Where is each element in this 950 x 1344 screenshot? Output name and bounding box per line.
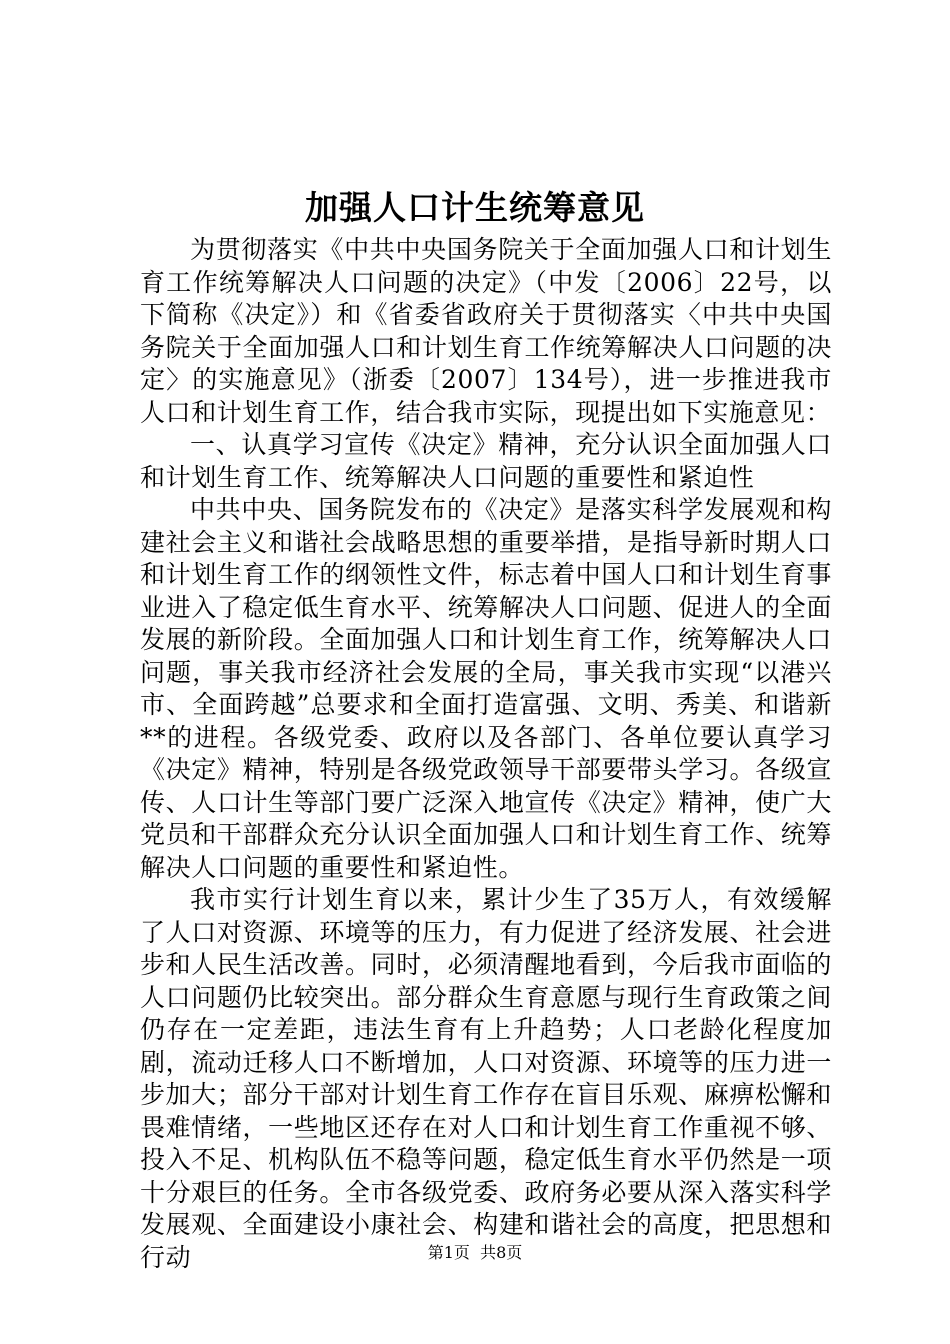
paragraph-decision-significance: 中共中央、国务院发布的《决定》是落实科学发展观和构建社会主义和谐社会战略思想的重要举措，是指导新时期人口和计划生育工作的纲领性文件，标志着中国人口和计划生育事业进入了稳定低生育水平、统筹解决人口问题、促进人的全面发展的新阶段。全面加强人口和计划生育工作，统筹解决人口问题，事关我市经济社会发展的全局，事关我市实现“以港兴市、全面跨越”总要求和全面打造富强、文明、秀美、和谐新**的进程。各级党委、政府以及各部门、各单位要认真学习《决定》精神，特别是各级党政领导干部要带头学习。各级宣传、人口计生等部门要广泛深入地宣传《决定》精神，使广大党员和干部群众充分认识全面加强人口和计划生育工作、统筹解决人口问题的重要性和紧迫性。 <box>140 495 832 882</box>
paragraph-population-situation: 我市实行计划生育以来，累计少生了35万人，有效缓解了人口对资源、环境等的压力，有力促进了经济发展、社会进步和人民生活改善。同时，必须清醒地看到，今后我市面临的人口问题仍比较突出。部分群众生育意愿与现行生育政策之间仍存在一定差距，违法生育有上升趋势；人口老龄化程度加剧，流动迁移人口不断增加，人口对资源、环境等的压力进一步加大；部分干部对计划生育工作存在盲目乐观、麻痹松懈和畏难情绪，一些地区还存在对人口和计划生育工作重视不够、投入不足、机构队伍不稳等问题，稳定低生育水平仍然是一项十分艰巨的任务。全市各级党委、政府务必要从深入落实科学发展观、全面建设小康社会、构建和谐社会的高度，把思想和行动 <box>140 885 832 1272</box>
page-total: 共8页 <box>480 1243 523 1262</box>
paragraph-section-heading: 一、认真学习宣传《决定》精神，充分认识全面加强人口和计划生育工作、统筹解决人口问题的重要性和紧迫性 <box>140 430 832 492</box>
paragraph-intro: 为贯彻落实《中共中央国务院关于全面加强人口和计划生育工作统筹解决人口问题的决定》（中发〔2006〕22号，以下简称《决定》）和《省委省政府关于贯彻落实〈中共中央国务院关于全面加强人口和计划生育工作统筹解决人口问题的决定〉的实施意见》（浙委〔2007〕134号），进一步推进我市人口和计划生育工作，结合我市实际，现提出如下实施意见： <box>140 235 832 427</box>
document-body <box>140 234 832 1274</box>
page-footer <box>0 1242 950 1264</box>
document-title: 加强人口计生统筹意见 <box>305 188 645 227</box>
page-number: 第1页 <box>427 1243 470 1262</box>
